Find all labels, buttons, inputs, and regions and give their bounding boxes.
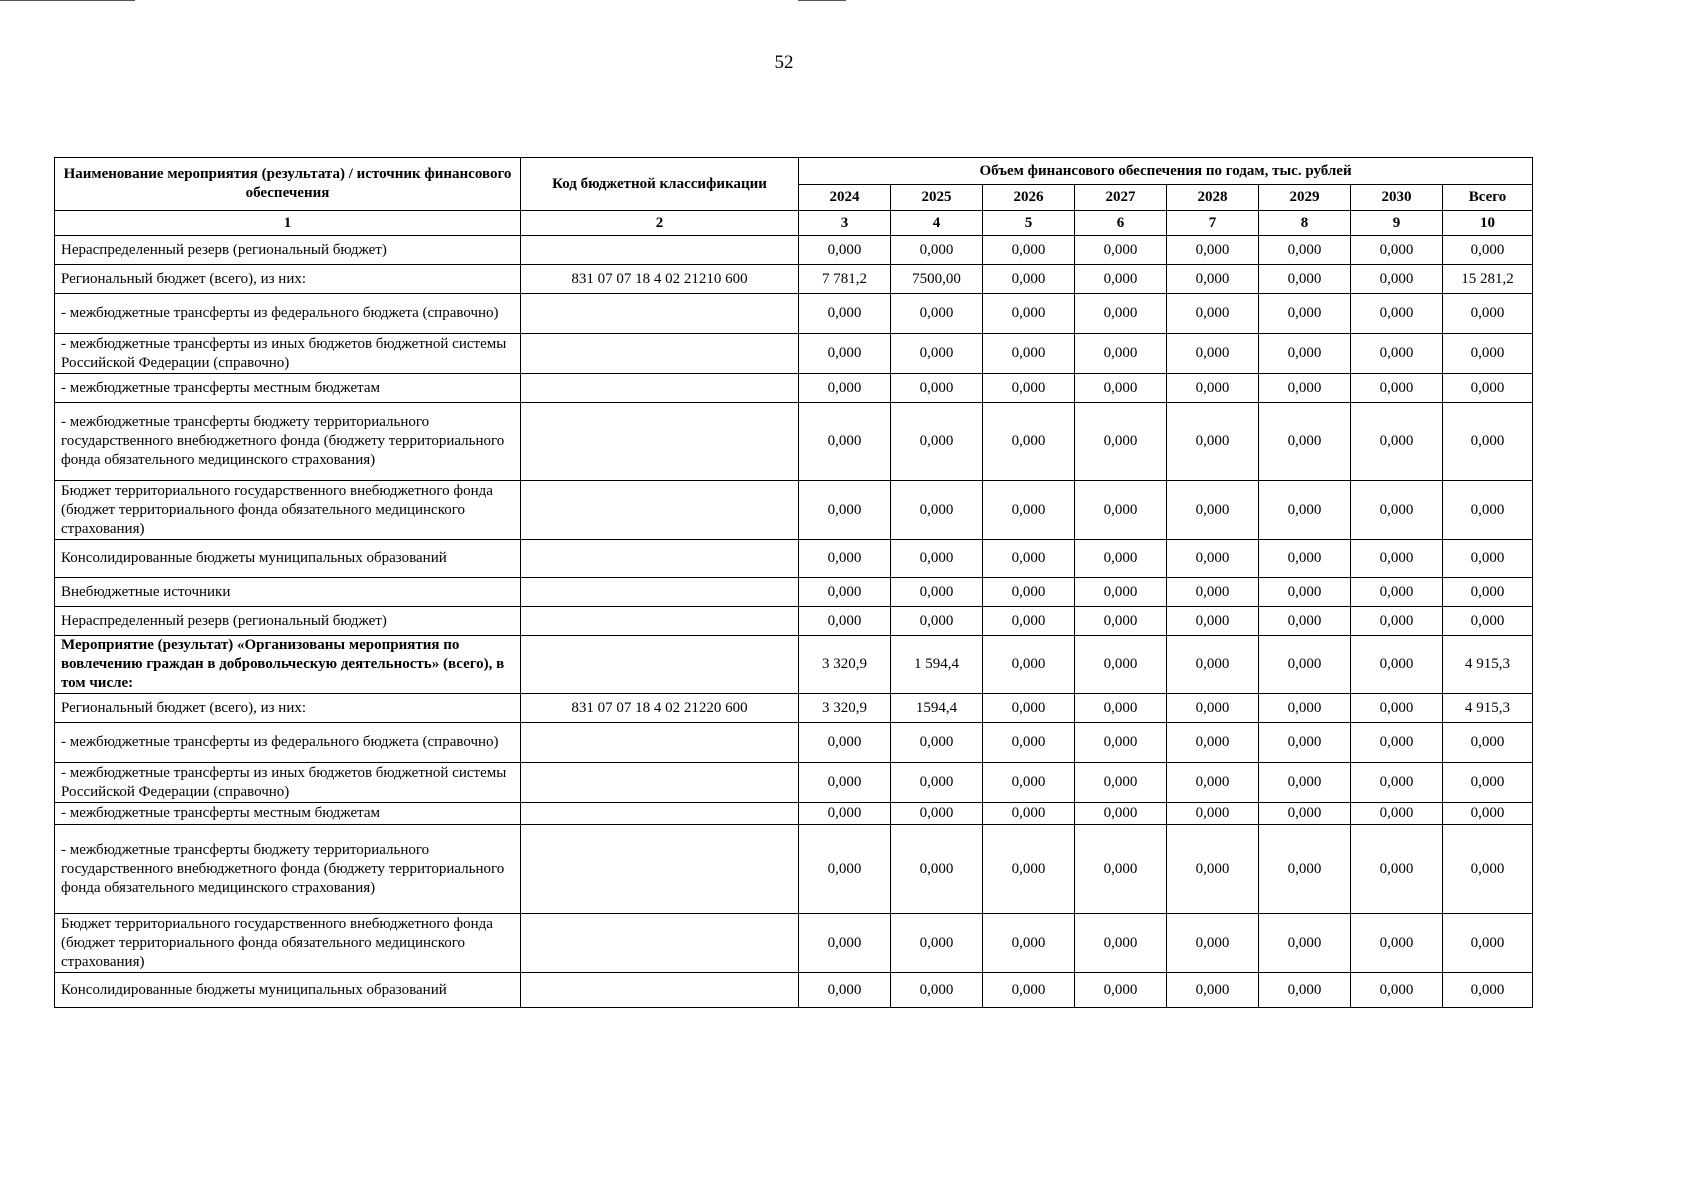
row-budget-code (521, 334, 799, 374)
row-year-value: 0,000 (1259, 374, 1351, 403)
row-name: Региональный бюджет (всего), из них: (55, 265, 521, 294)
row-year-value: 0,000 (891, 294, 983, 334)
row-name: - межбюджетные трансферты бюджету территориального государственного внебюджетного фонда (бюджету территориального фонда обязательного медицинского страхования) (55, 825, 521, 914)
row-year-value: 0,000 (1167, 334, 1259, 374)
row-year-value: 0,000 (1351, 334, 1443, 374)
table-row (55, 723, 1533, 763)
row-name: Нераспределенный резерв (региональный бюджет) (55, 607, 521, 636)
row-year-value: 0,000 (1075, 334, 1167, 374)
row-year-value: 0,000 (1075, 265, 1167, 294)
table-row (55, 694, 1533, 723)
row-year-value: 0,000 (799, 825, 891, 914)
row-year-value: 0,000 (1075, 374, 1167, 403)
row-year-value: 0,000 (1075, 607, 1167, 636)
row-budget-code (521, 607, 799, 636)
row-total-value: 0,000 (1443, 803, 1533, 825)
header-column-number: 5 (983, 211, 1075, 236)
row-year-value: 0,000 (1351, 403, 1443, 481)
row-year-value: 0,000 (1167, 636, 1259, 694)
row-year-value: 0,000 (1075, 825, 1167, 914)
table-row (55, 265, 1533, 294)
row-year-value: 0,000 (1075, 803, 1167, 825)
row-year-value: 0,000 (799, 481, 891, 540)
header-year: 2024 (799, 185, 891, 211)
row-year-value: 0,000 (799, 723, 891, 763)
header-year: 2025 (891, 185, 983, 211)
row-year-value: 0,000 (1259, 540, 1351, 578)
row-budget-code (521, 403, 799, 481)
row-year-value: 0,000 (1167, 540, 1259, 578)
row-year-value: 0,000 (1075, 481, 1167, 540)
table-row (55, 481, 1533, 540)
table-row (55, 294, 1533, 334)
row-year-value: 0,000 (1075, 723, 1167, 763)
row-year-value: 0,000 (1259, 636, 1351, 694)
table-row (55, 973, 1533, 1008)
row-year-value: 0,000 (1351, 973, 1443, 1008)
row-year-value: 0,000 (983, 973, 1075, 1008)
row-year-value: 1 594,4 (891, 636, 983, 694)
row-year-value: 0,000 (891, 236, 983, 265)
table-body (55, 236, 1533, 1008)
row-budget-code (521, 481, 799, 540)
row-year-value: 0,000 (799, 334, 891, 374)
row-year-value: 0,000 (1075, 236, 1167, 265)
row-name: Мероприятие (результат) «Организованы мероприятия по вовлечению граждан в добровольческую деятельность» (всего), в том числе: (55, 636, 521, 694)
row-name: - межбюджетные трансферты из федерального бюджета (справочно) (55, 294, 521, 334)
header-column-numbers-row (55, 211, 1533, 236)
row-year-value: 0,000 (891, 403, 983, 481)
row-year-value: 0,000 (1167, 294, 1259, 334)
row-year-value: 0,000 (1259, 578, 1351, 607)
row-total-value: 0,000 (1443, 578, 1533, 607)
row-total-value: 0,000 (1443, 973, 1533, 1008)
row-budget-code: 831 07 07 18 4 02 21220 600 (521, 694, 799, 723)
row-budget-code (521, 914, 799, 973)
row-year-value: 0,000 (1075, 540, 1167, 578)
row-name: Консолидированные бюджеты муниципальных образований (55, 540, 521, 578)
row-year-value: 0,000 (1075, 403, 1167, 481)
row-total-value: 0,000 (1443, 236, 1533, 265)
row-year-value: 0,000 (983, 265, 1075, 294)
row-year-value: 0,000 (1351, 236, 1443, 265)
row-budget-code (521, 540, 799, 578)
row-year-value: 0,000 (891, 763, 983, 803)
row-year-value: 0,000 (1259, 825, 1351, 914)
header-year: 2027 (1075, 185, 1167, 211)
row-name: Нераспределенный резерв (региональный бюджет) (55, 236, 521, 265)
page-number: 52 (774, 52, 794, 73)
row-budget-code: 831 07 07 18 4 02 21210 600 (521, 265, 799, 294)
row-year-value: 0,000 (1351, 825, 1443, 914)
row-year-value: 0,000 (1259, 236, 1351, 265)
table-row (55, 636, 1533, 694)
row-name: - межбюджетные трансферты бюджету территориального государственного внебюджетного фонда (бюджету территориального фонда обязательного медицинского страхования) (55, 403, 521, 481)
row-year-value: 0,000 (1075, 973, 1167, 1008)
row-year-value: 0,000 (1351, 803, 1443, 825)
row-year-value: 0,000 (891, 578, 983, 607)
row-total-value: 0,000 (1443, 763, 1533, 803)
row-year-value: 0,000 (799, 403, 891, 481)
row-year-value: 0,000 (891, 973, 983, 1008)
header-column-number: 2 (521, 211, 799, 236)
row-year-value: 0,000 (1075, 694, 1167, 723)
row-name: - межбюджетные трансферты из федерального бюджета (справочно) (55, 723, 521, 763)
row-year-value: 0,000 (1351, 636, 1443, 694)
row-year-value: 0,000 (1167, 763, 1259, 803)
row-year-value: 0,000 (1167, 403, 1259, 481)
row-year-value: 0,000 (1351, 265, 1443, 294)
row-year-value: 0,000 (1075, 578, 1167, 607)
row-year-value: 3 320,9 (799, 636, 891, 694)
row-year-value: 0,000 (1075, 294, 1167, 334)
row-year-value: 0,000 (891, 540, 983, 578)
row-year-value: 0,000 (891, 334, 983, 374)
header-volume: Объем финансового обеспечения по годам, тыс. рублей (799, 158, 1533, 185)
table-row (55, 803, 1533, 825)
row-year-value: 0,000 (1351, 763, 1443, 803)
row-year-value: 0,000 (1167, 973, 1259, 1008)
row-year-value: 0,000 (1351, 578, 1443, 607)
header-year: 2026 (983, 185, 1075, 211)
row-budget-code (521, 374, 799, 403)
row-year-value: 3 320,9 (799, 694, 891, 723)
row-budget-code (521, 973, 799, 1008)
row-budget-code (521, 236, 799, 265)
row-year-value: 0,000 (983, 694, 1075, 723)
row-year-value: 0,000 (1351, 607, 1443, 636)
row-year-value: 0,000 (1351, 294, 1443, 334)
row-total-value: 0,000 (1443, 825, 1533, 914)
row-year-value: 0,000 (891, 374, 983, 403)
row-year-value: 0,000 (799, 236, 891, 265)
header-year: 2029 (1259, 185, 1351, 211)
row-year-value: 0,000 (1351, 540, 1443, 578)
row-year-value: 7500,00 (891, 265, 983, 294)
row-year-value: 0,000 (1259, 763, 1351, 803)
row-year-value: 0,000 (1167, 803, 1259, 825)
row-year-value: 0,000 (1259, 481, 1351, 540)
row-year-value: 0,000 (983, 578, 1075, 607)
row-year-value: 0,000 (983, 763, 1075, 803)
header-column-number: 4 (891, 211, 983, 236)
row-year-value: 0,000 (891, 607, 983, 636)
row-year-value: 0,000 (799, 374, 891, 403)
header-column-number: 10 (1443, 211, 1533, 236)
row-total-value: 15 281,2 (1443, 265, 1533, 294)
row-year-value: 0,000 (1259, 694, 1351, 723)
row-year-value: 0,000 (891, 723, 983, 763)
row-budget-code (521, 636, 799, 694)
financing-table (54, 157, 1533, 1008)
table-row (55, 578, 1533, 607)
header-year: 2028 (1167, 185, 1259, 211)
row-year-value: 0,000 (799, 540, 891, 578)
row-name: Бюджет территориального государственного внебюджетного фонда (бюджет территориального фонда обязательного медицинского страхования) (55, 481, 521, 540)
header-column-number: 8 (1259, 211, 1351, 236)
row-name: Региональный бюджет (всего), из них: (55, 694, 521, 723)
table-row (55, 334, 1533, 374)
row-year-value: 0,000 (799, 973, 891, 1008)
row-year-value: 0,000 (983, 236, 1075, 265)
header-column-number: 7 (1167, 211, 1259, 236)
row-year-value: 0,000 (891, 481, 983, 540)
row-year-value: 0,000 (1259, 723, 1351, 763)
table-row (55, 607, 1533, 636)
row-year-value: 0,000 (983, 403, 1075, 481)
row-year-value: 0,000 (799, 607, 891, 636)
row-year-value: 0,000 (1167, 481, 1259, 540)
row-year-value: 0,000 (891, 825, 983, 914)
header-code: Код бюджетной классификации (521, 158, 799, 211)
row-year-value: 0,000 (1351, 694, 1443, 723)
header-column-number: 3 (799, 211, 891, 236)
row-budget-code (521, 803, 799, 825)
header-year: Всего (1443, 185, 1533, 211)
row-year-value: 0,000 (1259, 265, 1351, 294)
row-year-value: 0,000 (983, 481, 1075, 540)
row-year-value: 0,000 (1075, 763, 1167, 803)
row-total-value: 0,000 (1443, 607, 1533, 636)
row-year-value: 0,000 (1259, 334, 1351, 374)
row-total-value: 4 915,3 (1443, 694, 1533, 723)
row-year-value: 0,000 (799, 578, 891, 607)
row-name: Бюджет территориального государственного внебюджетного фонда (бюджет территориального фонда обязательного медицинского страхования) (55, 914, 521, 973)
row-name: - межбюджетные трансферты из иных бюджетов бюджетной системы Российской Федерации (справочно) (55, 334, 521, 374)
row-total-value: 0,000 (1443, 374, 1533, 403)
row-total-value: 0,000 (1443, 914, 1533, 973)
row-total-value: 0,000 (1443, 723, 1533, 763)
row-year-value: 0,000 (983, 825, 1075, 914)
row-name: - межбюджетные трансферты местным бюджетам (55, 374, 521, 403)
row-year-value: 0,000 (1351, 914, 1443, 973)
row-year-value: 0,000 (1351, 374, 1443, 403)
row-year-value: 0,000 (983, 723, 1075, 763)
row-year-value: 0,000 (983, 803, 1075, 825)
row-total-value: 0,000 (1443, 334, 1533, 374)
row-year-value: 0,000 (1351, 481, 1443, 540)
row-year-value: 0,000 (1259, 403, 1351, 481)
row-year-value: 0,000 (799, 763, 891, 803)
row-year-value: 0,000 (1075, 636, 1167, 694)
row-year-value: 0,000 (1075, 914, 1167, 973)
table-row (55, 914, 1533, 973)
table-row (55, 825, 1533, 914)
header-column-number: 1 (55, 211, 521, 236)
row-total-value: 0,000 (1443, 294, 1533, 334)
row-year-value: 0,000 (1167, 265, 1259, 294)
row-year-value: 0,000 (983, 540, 1075, 578)
row-year-value: 0,000 (983, 636, 1075, 694)
row-year-value: 0,000 (983, 374, 1075, 403)
row-year-value: 0,000 (983, 294, 1075, 334)
row-year-value: 0,000 (983, 607, 1075, 636)
row-year-value: 0,000 (1259, 803, 1351, 825)
row-year-value: 0,000 (1167, 374, 1259, 403)
scan-edge-line-left (0, 0, 135, 1)
row-total-value: 0,000 (1443, 403, 1533, 481)
row-total-value: 4 915,3 (1443, 636, 1533, 694)
row-name: - межбюджетные трансферты местным бюджетам (55, 803, 521, 825)
row-total-value: 0,000 (1443, 481, 1533, 540)
row-name: Внебюджетные источники (55, 578, 521, 607)
row-name: - межбюджетные трансферты из иных бюджетов бюджетной системы Российской Федерации (справочно) (55, 763, 521, 803)
table-row (55, 763, 1533, 803)
row-year-value: 0,000 (1167, 694, 1259, 723)
row-budget-code (521, 578, 799, 607)
row-year-value: 0,000 (1167, 723, 1259, 763)
row-year-value: 0,000 (799, 294, 891, 334)
row-year-value: 0,000 (1259, 973, 1351, 1008)
row-year-value: 0,000 (1167, 825, 1259, 914)
row-budget-code (521, 723, 799, 763)
row-year-value: 0,000 (799, 914, 891, 973)
table-row (55, 403, 1533, 481)
header-name: Наименование мероприятия (результата) / источник финансового обеспечения (55, 158, 521, 211)
header-column-number: 9 (1351, 211, 1443, 236)
row-year-value: 0,000 (891, 914, 983, 973)
row-year-value: 0,000 (983, 334, 1075, 374)
row-budget-code (521, 763, 799, 803)
row-year-value: 0,000 (1259, 607, 1351, 636)
row-total-value: 0,000 (1443, 540, 1533, 578)
table-row (55, 540, 1533, 578)
row-year-value: 0,000 (1167, 607, 1259, 636)
scan-edge-line-right (798, 0, 846, 1)
row-year-value: 0,000 (891, 803, 983, 825)
header-year: 2030 (1351, 185, 1443, 211)
row-year-value: 0,000 (799, 803, 891, 825)
row-year-value: 1594,4 (891, 694, 983, 723)
row-year-value: 0,000 (1351, 723, 1443, 763)
row-budget-code (521, 294, 799, 334)
row-year-value: 0,000 (1259, 914, 1351, 973)
row-year-value: 0,000 (1259, 294, 1351, 334)
row-year-value: 0,000 (983, 914, 1075, 973)
row-year-value: 7 781,2 (799, 265, 891, 294)
row-year-value: 0,000 (1167, 236, 1259, 265)
row-budget-code (521, 825, 799, 914)
row-year-value: 0,000 (1167, 914, 1259, 973)
table-row (55, 374, 1533, 403)
header-column-number: 6 (1075, 211, 1167, 236)
table-row (55, 236, 1533, 265)
row-name: Консолидированные бюджеты муниципальных образований (55, 973, 521, 1008)
row-year-value: 0,000 (1167, 578, 1259, 607)
